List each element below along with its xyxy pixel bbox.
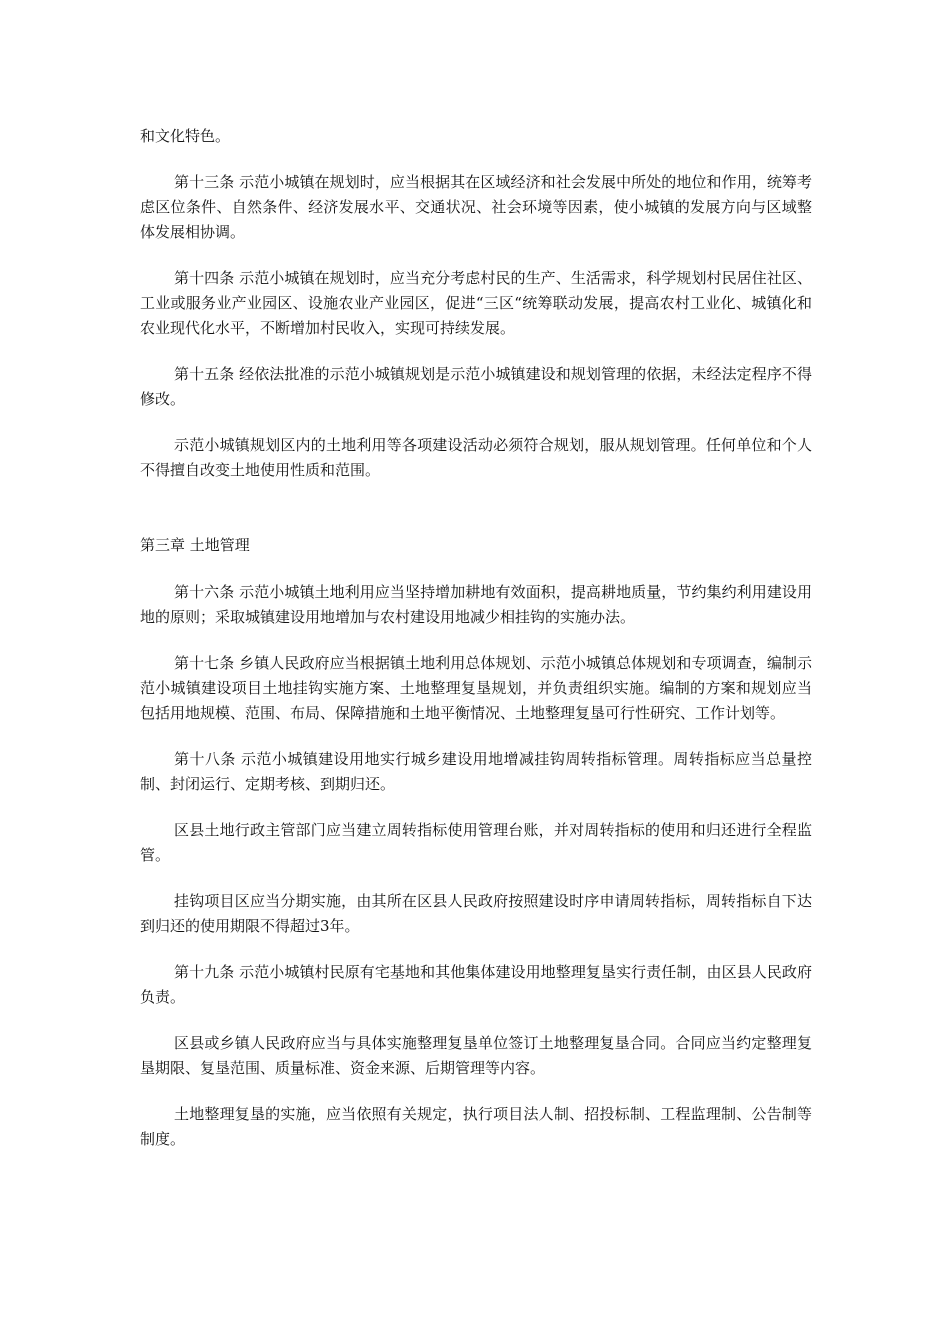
article-14: 第十四条 示范小城镇在规划时，应当充分考虑村民的生产、生活需求，科学规划村民居住社区、工业或服务业产业园区、设施农业产业园区，促进“三区“统筹联动发展，提高农村工业化、城镇化和农业现代化水平，不断增加村民收入，实现可持续发展。 (140, 269, 812, 337)
article-15: 第十五条 经依法批准的示范小城镇规划是示范小城镇建设和规划管理的依据，未经法定程序不得修改。 (140, 365, 812, 408)
article-15-paragraph-2: 示范小城镇规划区内的土地利用等各项建设活动必须符合规划，服从规划管理。任何单位和个人不得擅自改变土地使用性质和范围。 (140, 436, 812, 479)
article-18: 第十八条 示范小城镇建设用地实行城乡建设用地增减挂钩周转指标管理。周转指标应当总量控制、封闭运行、定期考核、到期归还。 (140, 750, 812, 793)
article-13: 第十三条 示范小城镇在规划时，应当根据其在区域经济和社会发展中所处的地位和作用，统筹考虑区位条件、自然条件、经济发展水平、交通状况、社会环境等因素，使小城镇的发展方向与区域整体发展相协调。 (140, 173, 812, 241)
article-18-paragraph-2: 区县土地行政主管部门应当建立周转指标使用管理台账，并对周转指标的使用和归还进行全程监管。 (140, 821, 812, 864)
document-page (140, 124, 812, 1173)
article-17: 第十七条 乡镇人民政府应当根据镇土地利用总体规划、示范小城镇总体规划和专项调查，编制示范小城镇建设项目土地挂钩实施方案、土地整理复垦规划，并负责组织实施。编制的方案和规划应当包括用地规模、范围、布局、保障措施和土地平衡情况、土地整理复垦可行性研究、工作计划等。 (140, 654, 812, 722)
article-16: 第十六条 示范小城镇土地利用应当坚持增加耕地有效面积，提高耕地质量，节约集约利用建设用地的原则；采取城镇建设用地增加与农村建设用地减少相挂钩的实施办法。 (140, 583, 812, 626)
article-19: 第十九条 示范小城镇村民原有宅基地和其他集体建设用地整理复垦实行责任制，由区县人民政府负责。 (140, 963, 812, 1006)
article-19-paragraph-3: 土地整理复垦的实施，应当依照有关规定，执行项目法人制、招投标制、工程监理制、公告制等制度。 (140, 1105, 812, 1148)
paragraph-continuation: 和文化特色。 (140, 127, 231, 145)
article-19-paragraph-2: 区县或乡镇人民政府应当与具体实施整理复垦单位签订土地整理复垦合同。合同应当约定整理复垦期限、复垦范围、质量标准、资金来源、后期管理等内容。 (140, 1034, 812, 1077)
chapter-heading: 第三章 土地管理 (140, 536, 250, 554)
article-18-paragraph-3: 挂钩项目区应当分期实施，由其所在区县人民政府按照建设时序申请周转指标，周转指标自下达到归还的使用期限不得超过3年。 (140, 892, 812, 935)
